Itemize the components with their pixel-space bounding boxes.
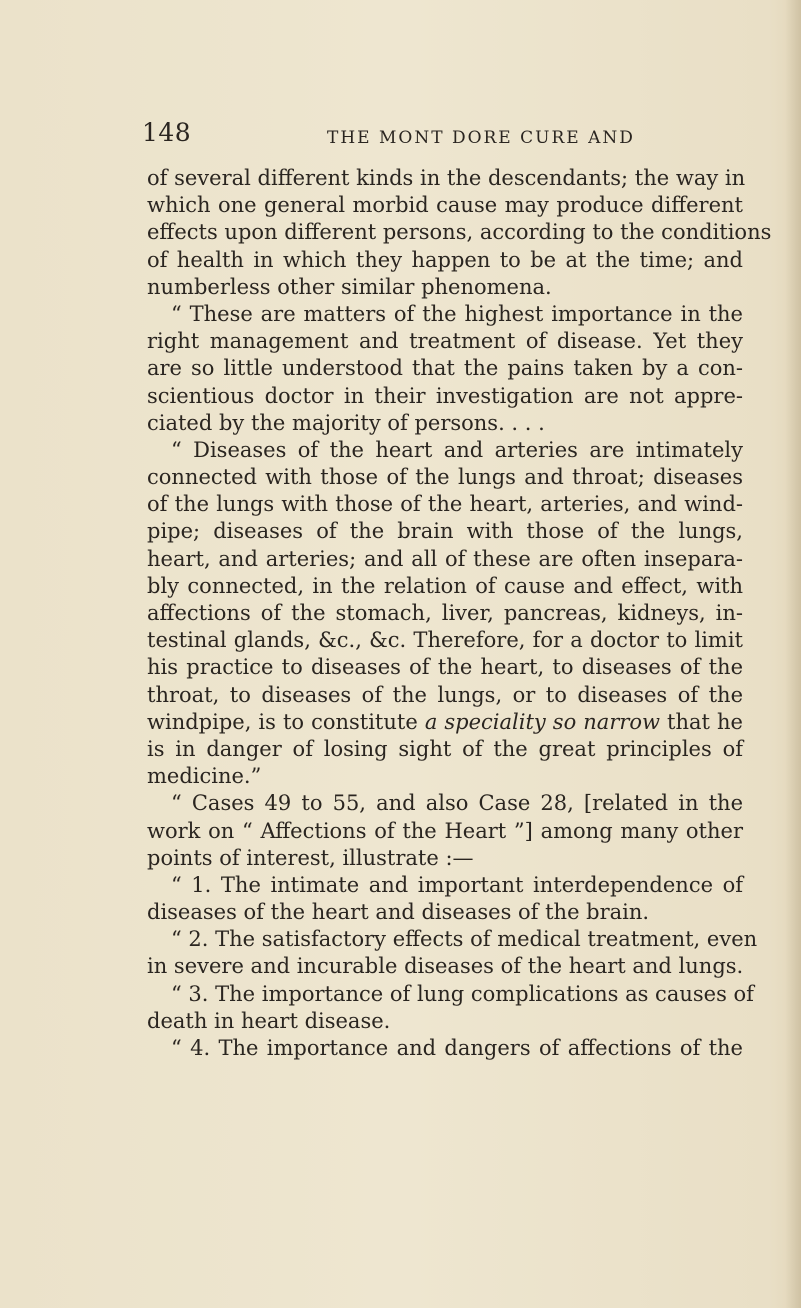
text-line: pipe; diseases of the brain with those of the lungs, <box>147 519 743 544</box>
text-line: “ Cases 49 to 55, and also Case 28, [related in the <box>171 791 743 816</box>
text-line: is in danger of losing sight of the great principles of <box>147 736 743 761</box>
text-segment: that he <box>660 709 743 734</box>
text-line: throat, to diseases of the lungs, or to diseases of the <box>147 682 743 707</box>
text-segment: windpipe, is to constitute <box>147 709 425 734</box>
text-line: “ These are matters of the highest importance in the <box>171 301 743 326</box>
text-line: work on “ Affections of the Heart ”] among many other <box>147 818 743 843</box>
text-line: are so little understood that the pains taken by a con- <box>147 356 743 381</box>
text-line: of several different kinds in the descendants; the way in <box>147 166 746 190</box>
text-line: affections of the stomach, liver, pancreas, kidneys, in- <box>147 601 743 625</box>
text-line: his practice to diseases of the heart, to diseases of the <box>147 655 743 680</box>
text-line: diseases of the heart and diseases of the brain. <box>147 900 650 925</box>
body-text <box>147 165 772 1062</box>
text-line: death in heart disease. <box>147 1008 391 1033</box>
text-line: numberless other similar phenomena. <box>147 274 552 299</box>
running-head: THE MONT DORE CURE AND <box>327 128 635 148</box>
text-line: ciated by the majority of persons. . . . <box>147 410 545 435</box>
text-line: medicine.” <box>147 764 262 789</box>
page-number: 148 <box>142 118 192 147</box>
text-line-with-italic <box>147 709 743 736</box>
page-header <box>0 118 801 158</box>
text-line: of health in which they happen to be at the time; and <box>147 247 743 272</box>
text-line: “ 2. The satisfactory effects of medical treatment, even <box>171 927 758 952</box>
text-line: “ 4. The importance and dangers of affections of the <box>171 1036 743 1060</box>
text-line: bly connected, in the relation of cause and effect, with <box>147 573 743 598</box>
text-line: which one general morbid cause may produce different <box>147 193 743 218</box>
text-line: scientious doctor in their investigation are not appre- <box>147 383 743 408</box>
page-edge-shadow <box>785 0 801 1308</box>
text-line: testinal glands, &c., &c. Therefore, for a doctor to limit <box>147 628 743 653</box>
text-line: effects upon different persons, according to the conditions <box>147 220 772 245</box>
text-line: “ 3. The importance of lung complications as causes of <box>171 981 754 1006</box>
text-line: connected with those of the lungs and throat; diseases <box>147 465 743 490</box>
italic-phrase: a speciality so narrow <box>424 709 661 734</box>
text-line: points of interest, illustrate :— <box>147 845 474 870</box>
text-line: right management and treatment of disease. Yet they <box>147 329 743 354</box>
text-line: heart, and arteries; and all of these are often insepara- <box>147 546 743 571</box>
text-line: of the lungs with those of the heart, arteries, and wind- <box>147 492 743 517</box>
text-line: “ Diseases of the heart and arteries are intimately <box>171 437 743 462</box>
text-line: in severe and incurable diseases of the heart and lungs. <box>147 954 744 979</box>
text-line: “ 1. The intimate and important interdependence of <box>171 872 743 897</box>
